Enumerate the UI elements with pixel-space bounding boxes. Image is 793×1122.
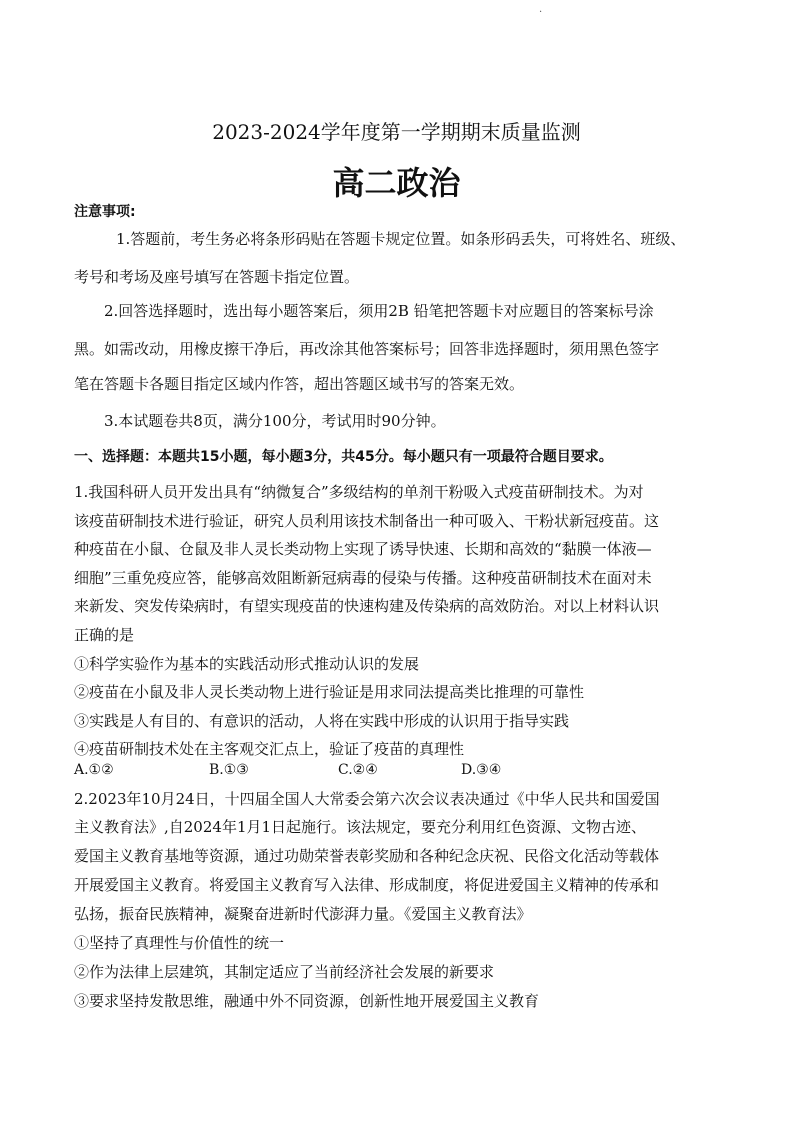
section-heading: 一、选择题：本题共15小题，每小题3分，共45分。每小题只有一项最符合题目要求。 [74,449,613,465]
exam-subject: 高二政治 [332,164,461,202]
question-2-item: ①坚持了真理性与价值性的统一 [74,934,285,952]
page-dot: . [539,4,543,15]
question-2-stem-line: 2.2023年10月24日，十四届全国人大常委会第六次会议表决通过《中华人民共和国爱国 [74,790,660,808]
question-2-item: ③要求坚持发散思维，融通中外不同资源，创新性地开展爱国主义教育 [74,992,540,1010]
notice-line: 黑。如需改动，用橡皮擦干净后，再改涂其他答案标号；回答非选择题时，须用黑色签字 [74,340,660,358]
question-1-stem-line: 来新发、突发传染病时，有望实现疫苗的快速构建及传染病的高效防治。对以上材料认识 [74,597,660,615]
notice-line: 笔在答题卡各题目指定区域内作答，超出答题区域书写的答案无效。 [74,375,525,393]
question-1-item: ②疫苗在小鼠及非人灵长类动物上进行验证是用求同法提高类比推理的可靠性 [74,683,585,701]
notice-line: 1.答题前，考生务必将条形码贴在答题卡规定位置。如条形码丢失，可将姓名、班级、 [116,230,686,248]
question-1-item: ①科学实验作为基本的实践活动形式推动认识的发展 [74,655,420,673]
question-2-stem-line: 弘扬，振奋民族精神，凝聚奋进新时代澎湃力量。《爱国主义教育法》 [74,905,532,923]
question-2-stem-line: 主义教育法》,自2024年1月1日起施行。该法规定，要充分利用红色资源、文物古迹、 [74,818,647,836]
question-1-stem-line: 细胞”三重免疫应答，能够高效阻断新冠病毒的侵染与传播。这种疫苗研制技术在面对未 [74,569,652,587]
question-1-stem-line: 1.我国科研人员开发出具有“纳微复合”多级结构的单剂干粉吸入式疫苗研制技术。为对 [74,483,644,501]
question-2-stem-line: 开展爱国主义教育。将爱国主义教育写入法律、形成制度，将促进爱国主义精神的传承和 [74,876,660,894]
notice-heading: 注意事项: [74,204,136,220]
question-1-item: ④疫苗研制技术处在主客观交汇点上，验证了疫苗的真理性 [74,740,465,758]
question-2-item: ②作为法律上层建筑，其制定适应了当前经济社会发展的新要求 [74,963,495,981]
question-1-stem-line: 种疫苗在小鼠、仓鼠及非人灵长类动物上实现了诱导快速、长期和高效的“黏膜一体液— [74,540,652,558]
notice-line: 3.本试题卷共8页，满分100分，考试用时90分钟。 [104,412,446,430]
question-1-option-c: C.②④ [338,762,378,778]
exam-title: 2023-2024学年度第一学期期末质量监测 [212,120,581,144]
question-1-option-d: D.③④ [461,762,502,778]
notice-line: 考号和考场及座号填写在答题卡指定位置。 [74,268,360,286]
question-1-option-a: A.①② [74,762,114,778]
notice-line: 2.回答选择题时，选出每小题答案后，须用2B 铅笔把答题卡对应题目的答案标号涂 [104,302,654,320]
question-2-stem-line: 爱国主义教育基地等资源，通过功勋荣誉表彰奖励和各种纪念庆祝、民俗文化活动等载体 [74,847,660,865]
question-1-stem-line: 该疫苗研制技术进行验证，研究人员利用该技术制备出一种可吸入、干粉状新冠疫苗。这 [74,512,660,530]
question-1-item: ③实践是人有目的、有意识的活动，人将在实践中形成的认识用于指导实践 [74,712,570,730]
question-1-stem-line: 正确的是 [74,626,135,644]
question-1-option-b: B.①③ [209,762,249,778]
